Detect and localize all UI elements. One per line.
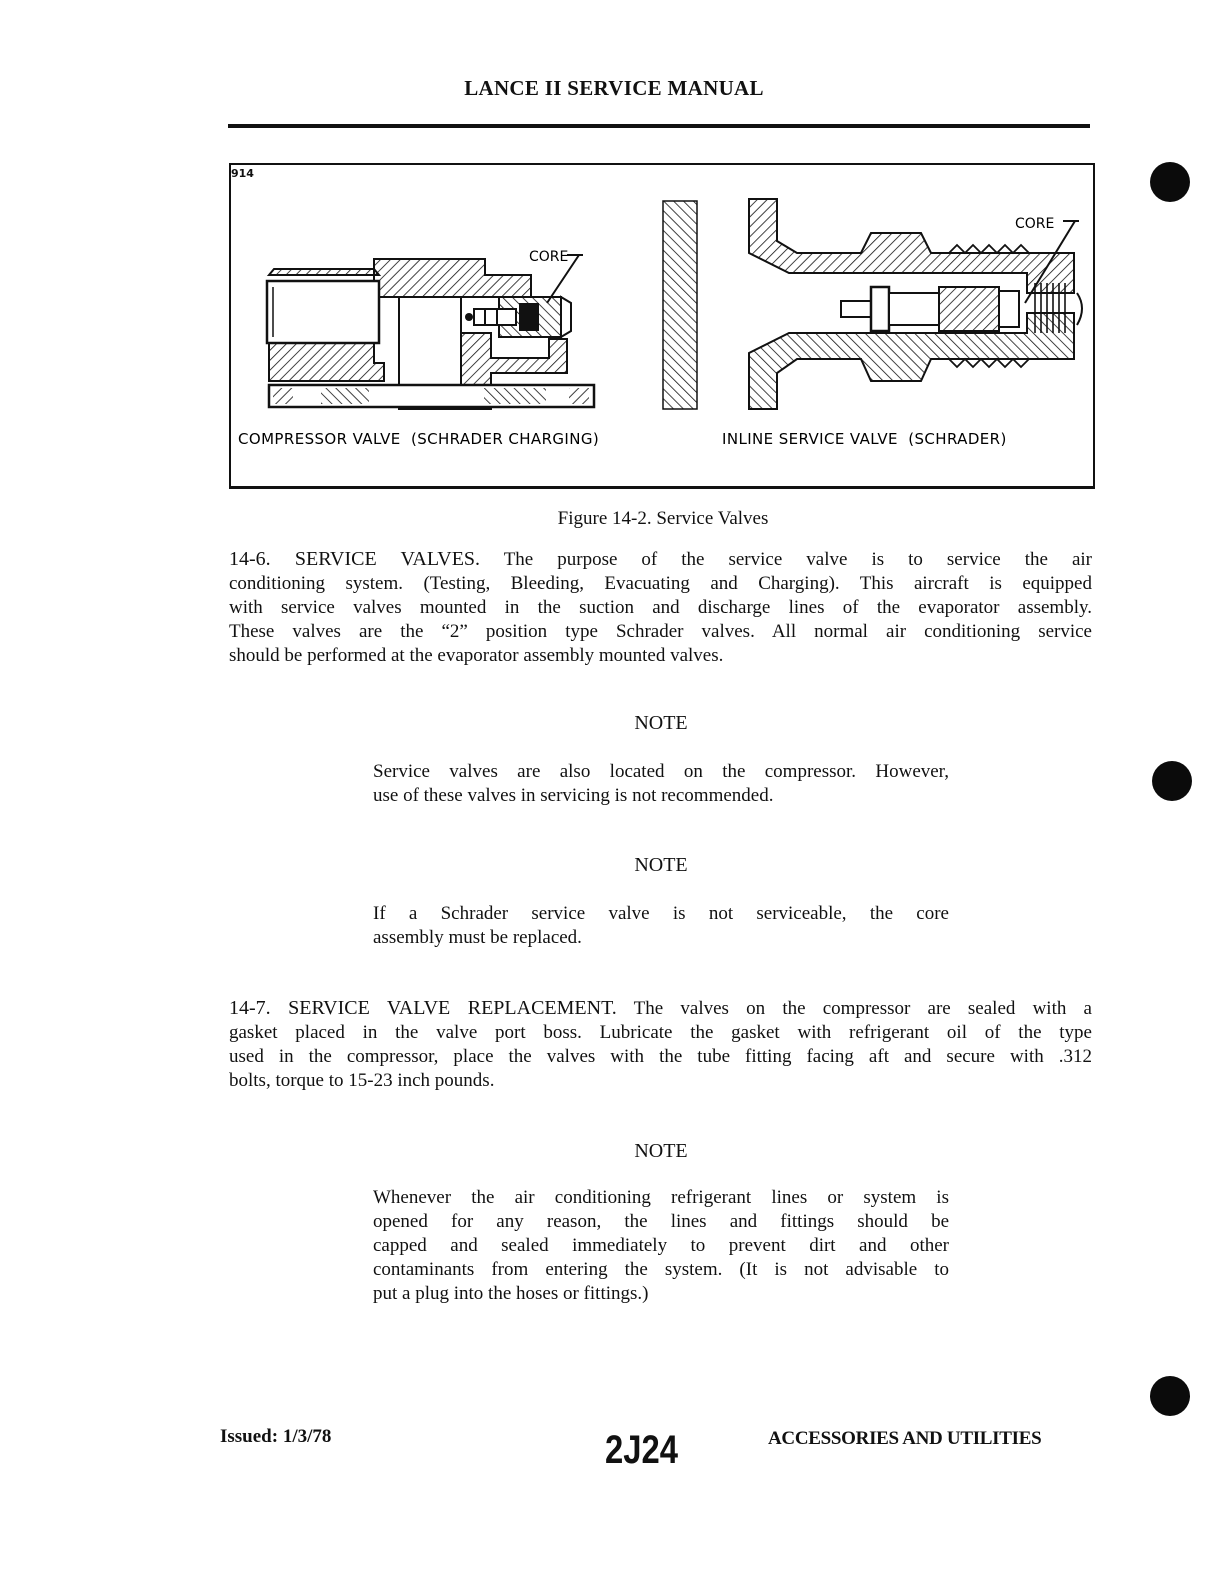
paragraph-line xyxy=(229,547,1092,572)
note-3-title: NOTE xyxy=(634,1140,688,1162)
paragraph-line: should be performed at the evaporator assembly mounted valves. xyxy=(229,645,724,666)
note-line: contaminants from entering the system. (It is not advisable to xyxy=(373,1259,949,1280)
inline-valve-caption: INLINE SERVICE VALVE (SCHRADER) xyxy=(722,430,1007,448)
service-valves-illustration xyxy=(229,163,1095,489)
footer-page-code: 2J24 xyxy=(605,1428,678,1472)
figure-number: 914 xyxy=(231,167,254,180)
compressor-valve-drawing xyxy=(267,255,594,409)
header-rule xyxy=(228,124,1090,128)
note-2-body xyxy=(373,902,949,950)
section-14-6-paragraph xyxy=(229,547,1092,668)
paragraph-line xyxy=(229,996,1092,1021)
paragraph-line-text: The purpose of the service valve is to service the air xyxy=(503,549,1092,570)
paragraph-line-text: The valves on the compressor are sealed with a xyxy=(633,998,1092,1019)
note-line: If a Schrader service valve is not serviceable, the core xyxy=(373,903,949,924)
note-3-body xyxy=(373,1186,949,1306)
paragraph-line: These valves are the “2” position type Schrader valves. All normal air conditioning service xyxy=(229,621,1092,642)
mounting-bulkhead xyxy=(663,201,697,409)
note-line: capped and sealed immediately to prevent dirt and other xyxy=(373,1235,949,1256)
paragraph-line: with service valves mounted in the suction and discharge lines of the evaporator assembly. xyxy=(229,597,1092,618)
note-line: Service valves are also located on the compressor. However, xyxy=(373,761,949,782)
note-line: put a plug into the hoses or fittings.) xyxy=(373,1283,649,1304)
section-14-6-heading: 14-6. SERVICE VALVES. xyxy=(229,548,481,570)
section-14-7-heading: 14-7. SERVICE VALVE REPLACEMENT. xyxy=(229,997,617,1019)
paragraph-line: conditioning system. (Testing, Bleeding, Evacuating and Charging). This aircraft is equipped xyxy=(229,573,1092,594)
page-header-title: LANCE II SERVICE MANUAL xyxy=(464,76,764,100)
note-line: opened for any reason, the lines and fittings should be xyxy=(373,1211,949,1232)
note-line: Whenever the air conditioning refrigerant lines or system is xyxy=(373,1187,949,1208)
note-2-title: NOTE xyxy=(634,854,688,876)
core-label-right: CORE xyxy=(1015,216,1055,232)
note-line: assembly must be replaced. xyxy=(373,927,582,948)
note-line: use of these valves in servicing is not recommended. xyxy=(373,785,774,806)
compressor-valve-caption: COMPRESSOR VALVE (SCHRADER CHARGING) xyxy=(238,430,600,448)
figure-caption: Figure 14-2. Service Valves xyxy=(557,508,769,529)
note-1-body xyxy=(373,760,949,808)
paragraph-line: gasket placed in the valve port boss. Lubricate the gasket with refrigerant oil of the type xyxy=(229,1022,1092,1043)
paragraph-line: used in the compressor, place the valves with the tube fitting facing aft and secure with .312 xyxy=(229,1046,1092,1067)
footer-section-title: ACCESSORIES AND UTILITIES xyxy=(768,1428,1042,1449)
section-14-7-paragraph xyxy=(229,996,1092,1093)
paragraph-line: bolts, torque to 15-23 inch pounds. xyxy=(229,1070,495,1091)
footer-issued-date: Issued: 1/3/78 xyxy=(220,1426,332,1447)
note-1-title: NOTE xyxy=(634,712,688,734)
binder-hole-bottom xyxy=(1150,1376,1190,1416)
binder-hole-top xyxy=(1150,162,1190,202)
core-label-left: CORE xyxy=(529,249,569,265)
binder-hole-middle xyxy=(1152,761,1192,801)
